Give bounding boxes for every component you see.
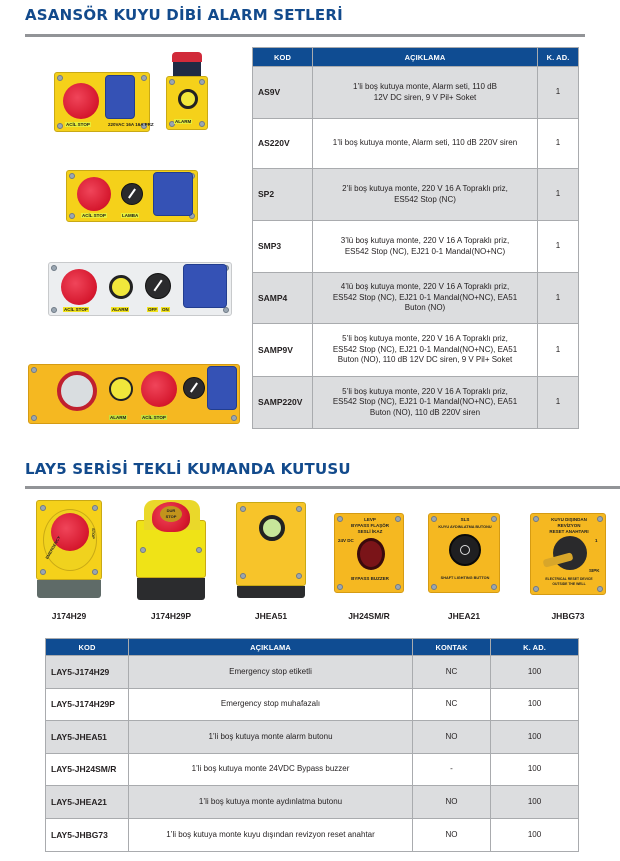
cell-description [313,67,538,119]
column-header-aciklama: AÇIKLAMA [129,639,413,656]
section-title-alarm-sets: ASANSÖR KUYU DİBİ ALARM SETLERİ [25,6,343,24]
column-header-k-ad: K. AD. [491,639,579,656]
photo-tag-alarm: ALARM [110,415,127,420]
section-divider [25,486,620,489]
table-row [253,67,579,119]
product-photo-j174h29 [36,500,102,580]
cell-description [313,119,538,169]
product-photo-sp2-smp3-box [66,170,198,222]
print-emergency: EMERGENCY [44,535,62,560]
photo-tag-on: ON [162,307,169,312]
description-line: Buton (NO) [404,303,446,313]
photo-tag-acil-stop: ACİL STOP [64,307,88,312]
print-line: BYPASS BUZZER [351,576,389,581]
column-header-kod: KOD [253,48,313,67]
product-photo-samp4-box [48,262,232,316]
emergency-stop-button-icon [63,83,99,119]
print-line: SLS [460,517,470,522]
cell-contact: NC [413,656,491,689]
photo-tag-alarm: ALARM [175,119,192,124]
print-line: ELECTRICAL RESET DEVICE [545,577,593,581]
print-line: RESET ANAHTARI [549,529,589,534]
print-stop: STOP [91,528,97,539]
cell-contact: - [413,753,491,786]
cell-description [313,324,538,377]
photo-tag-off: OFF [148,307,157,312]
bell-button-icon [259,515,285,541]
description-line: 1’li boş kutuya monte, Alarm seti, 110 dB [353,82,497,91]
socket-icon [105,75,135,119]
photo-tag-acil-stop: ACİL STOP [66,122,90,127]
selector-switch-icon [121,183,143,205]
print-line: REVİZYON [557,523,581,528]
lay5-series-table [45,638,579,852]
description-line: Buton (NO), 110 dB 12V DC siren, 9 V Pil+ Soket [337,355,513,365]
selector-switch-icon [145,273,171,299]
photo-tag-acil-stop: ACİL STOP [82,213,106,218]
product-photo-jh24sm-r [334,513,404,593]
description-line: Buton (NO), 110 dB 220V siren [369,407,481,417]
print-line: LEVP [364,517,376,522]
cell-quantity: 1 [538,221,579,273]
product-photo-alarm-box [166,76,208,130]
description-line: 4’lü boş kutuya monte, 220 V 16 A Topraklı priz, [340,282,510,292]
cell-description: 1’li boş kutuya monte aydınlatma butonu [129,786,413,819]
box-base [37,580,101,598]
print-line: BYPASS FLAŞÖR [351,523,389,528]
cell-description: Emergency stop muhafazalı [129,688,413,721]
socket-icon [183,264,227,308]
siren-body-icon [173,62,201,76]
cell-description: 1’li boş kutuya monte 24VDC Bypass buzzer [129,753,413,786]
table-row [253,119,579,169]
cell-code: LAY5-J174H29 [46,656,129,689]
table-header-row [253,48,579,67]
product-label: JH24SM/R [348,611,390,621]
description-line: 3’lü boş kutuya monte, 220 V 16 A Topraklı priz, [340,236,510,245]
table-row [253,324,579,377]
print-line: KUYU AYDINLATMA BUTONU [438,525,492,529]
product-photo-samp9v-box [28,364,240,424]
siren-top-icon [172,52,202,62]
table-row [253,221,579,273]
alarm-bell-button-icon [109,377,133,401]
cell-description: Emergency stop etiketli [129,656,413,689]
cell-description [313,273,538,324]
description-line: ES542 Stop (NC), EJ21 0-1 Mandal(NO+NC), EA51 [332,292,518,302]
box-base [237,586,305,598]
cell-quantity: 100 [491,818,579,851]
socket-icon [207,366,237,410]
description-line: ES542 Stop (NC), EJ21 0-1 Mandal(NO+NC) [344,246,506,256]
cell-code: LAY5-JH24SM/R [46,753,129,786]
photo-tag-alarm: ALARM [112,307,129,312]
socket-icon [153,172,193,216]
print-line: SHAFT LIGHTING BUTTON [440,576,490,580]
cell-description [313,221,538,273]
cell-quantity: 1 [538,119,579,169]
cell-code: SAMP9V [253,324,313,377]
alarm-button-icon [109,275,133,299]
cell-code: SP2 [253,169,313,221]
description-line: 5’li boş kutuya monte, 220 V 16 A Topraklı priz, [342,334,508,344]
cell-quantity: 1 [538,273,579,324]
cell-quantity: 100 [491,753,579,786]
product-label: JHEA51 [254,611,288,621]
cell-code: LAY5-JHEA21 [46,786,129,819]
product-photo-stop-socket-box [54,72,154,132]
print-line: 24V DC [338,538,354,543]
print-line: OUTSIDE THE WELL [552,582,586,586]
table-row [253,377,579,429]
selector-switch-icon [183,377,205,399]
cell-code: AS220V [253,119,313,169]
table-row [46,721,579,754]
product-photo-jhbg73 [530,513,606,595]
cell-code: LAY5-J174H29P [46,688,129,721]
table-header-row [46,639,579,656]
cell-quantity: 100 [491,688,579,721]
product-photo-jhea21 [428,513,500,593]
cell-description: 1’li boş kutuya monte kuyu dışından revizyon reset anahtar [129,818,413,851]
cell-code: LAY5-JHBG73 [46,818,129,851]
table-row [46,818,579,851]
section-divider [25,34,585,37]
cell-code: SAMP4 [253,273,313,324]
product-label: JHEA21 [447,611,481,621]
description-line: ES542 Stop (NC), EJ21 0-1 Mandal(NO+NC), EA51 [332,344,518,354]
column-header-k-ad: K. AD. [538,48,579,67]
cell-description [313,169,538,221]
product-label: JHBG73 [551,611,585,621]
description-line: 2’li boş kutuya monte, 220 V 16 A Topraklı priz, [342,184,508,193]
photo-tag-acil-stop: ACİL STOP [142,415,166,420]
print-stop: STOP [165,514,177,519]
table-row [46,753,579,786]
section-title-lay5-series: LAY5 SERİSİ TEKLİ KUMANDA KUTUSU [25,460,351,478]
cell-quantity: 1 [538,377,579,429]
cell-contact: NO [413,818,491,851]
table-row [46,656,579,689]
print-line: SESLİ İKAZ [357,529,383,534]
emergency-stop-button-icon [61,269,97,305]
column-header-kod: KOD [46,639,129,656]
cell-quantity: 1 [538,169,579,221]
cell-quantity: 100 [491,786,579,819]
emergency-stop-button-icon [141,371,177,407]
description-line: ES542 Stop (NC) [394,194,456,204]
cell-quantity: 1 [538,324,579,377]
print-line: SIPK [589,568,600,573]
table-row [253,169,579,221]
cell-code: AS9V [253,67,313,119]
column-header-kontak: KONTAK [413,639,491,656]
buzzer-icon [357,538,385,570]
product-label: J174H29 [51,611,87,621]
product-label: J174H29P [150,611,192,621]
table-row [46,688,579,721]
box-base [137,578,205,600]
cell-quantity: 100 [491,656,579,689]
print-dur: DUR [166,508,176,513]
description-line: 12V DC siren, 9 V Pil+ Soket [373,92,477,102]
cell-description: 1’li boş kutuya monte alarm butonu [129,721,413,754]
cell-code: SMP3 [253,221,313,273]
table-row [46,786,579,819]
column-header-aciklama: AÇIKLAMA [313,48,538,67]
description-line: 1’li boş kutuya monte, Alarm seti, 110 dB 220V siren [332,138,518,148]
product-photo-jhea51 [236,502,306,586]
print-line: KUYU DIŞINDAN [551,517,587,522]
cell-code: SAMP220V [253,377,313,429]
photo-tag-lamba: LAMBA [122,213,139,218]
cell-code: LAY5-JHEA51 [46,721,129,754]
cell-quantity: 1 [538,67,579,119]
cell-quantity: 100 [491,721,579,754]
cell-contact: NO [413,721,491,754]
description-line: ES542 Stop (NC), EJ21 0-1 Mandal(NO+NC), EA51 [332,397,518,407]
print-line: 1 [595,538,598,543]
alarm-button-icon [178,89,198,109]
cell-contact: NC [413,688,491,721]
alarm-sets-table [252,47,579,429]
table-row [253,273,579,324]
cell-description [313,377,538,429]
emergency-stop-button-icon [77,177,111,211]
cell-contact: NO [413,786,491,819]
light-button-icon [449,534,481,566]
siren-icon [57,371,97,411]
description-line: 5’li boş kutuya monte, 220 V 16 A Topraklı priz, [342,386,508,396]
photo-tag-socket: 220VAC 16A 16A PRZ [108,122,154,127]
